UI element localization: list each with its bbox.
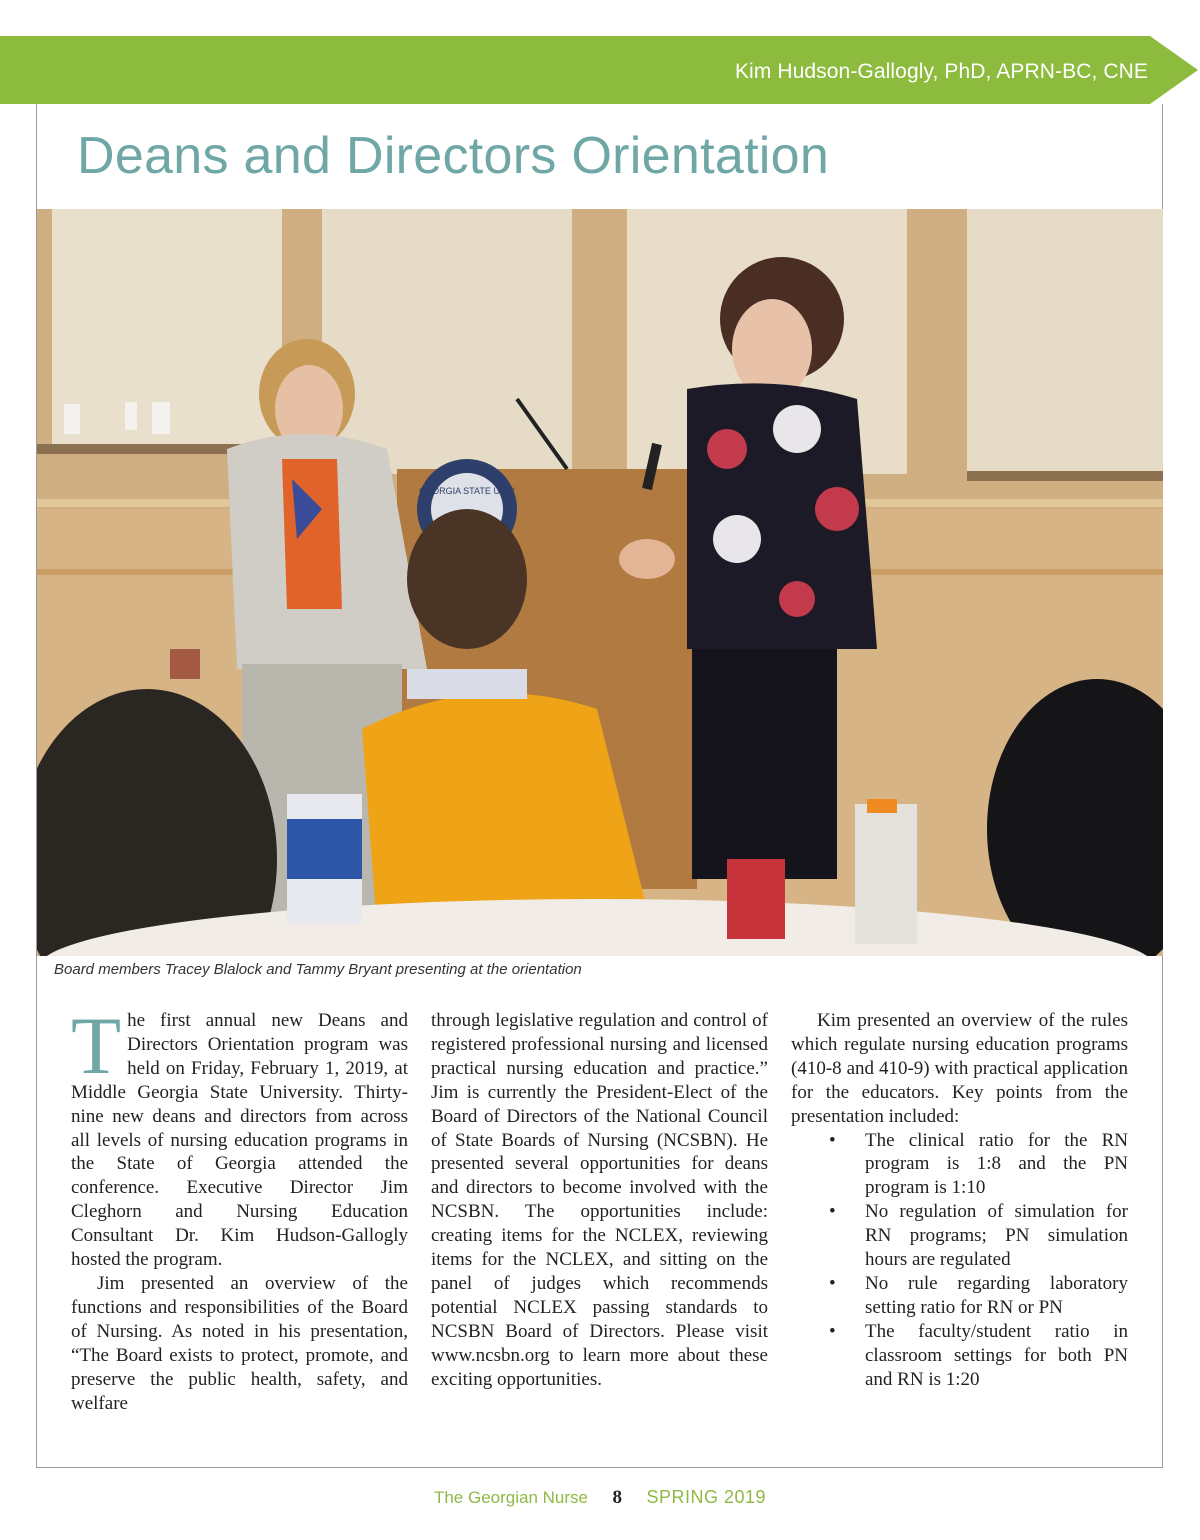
list-item: • No rule regarding laboratory setting ratio for RN or PN [829, 1272, 1128, 1318]
column-3 [791, 1009, 1128, 1392]
author-byline: Kim Hudson-Gallogly, PhD, APRN-BC, CNE [734, 60, 1148, 83]
article-title: Deans and Directors Orientation [77, 127, 830, 185]
key-points-list [791, 1129, 1128, 1392]
paragraph-2: Jim presented an overview of the functions and responsibilities of the Board of Nursing. As noted in his presentation, “The Board exists to protect, promote, and preserve the public health, safety, and welfare [71, 1272, 408, 1414]
paragraph-1 [71, 1000, 408, 1272]
article-photo [37, 209, 1163, 956]
publication-name: The Georgian Nurse [433, 1488, 588, 1507]
column-2 [431, 1009, 768, 1392]
drop-cap: T [71, 1000, 122, 1091]
paragraph-1-text: he first annual new Deans and Directors Orientation program was held on Friday, February 1, 2019, at Middle Georgia State University. Thirty-nine new deans and directors from across all levels of nursing education programs in the State of Georgia attended the conference. Executive Director Jim Cleghorn and Nursing Education Consultant Dr. Kim Hudson-Gallogly hosted the program. [71, 1010, 408, 1271]
podium-seal-text: GEORGIA STATE UNIV [419, 486, 515, 496]
bullet-icon: • [829, 1201, 836, 1223]
photo-caption: Board members Tracey Blalock and Tammy Bryant presenting at the orientation [54, 961, 582, 978]
list-item: • No regulation of simulation for RN programs; PN simulation hours are regulated [829, 1201, 1128, 1271]
bullet-icon: • [829, 1129, 836, 1151]
paragraph-3: through legislative regulation and control of registered professional nursing and licensed practical nursing education and practice.” Jim is currently the President-Elect of the Board of Directors of the National Council of State Boards of Nursing (NCSBN). He presented several opportunities for deans and directors to become involved with the NCSBN. The opportunities include: creating items for the NCLEX, reviewing items for the NCLEX, and sitting on the panel of judges which recommends potential NCLEX passing standards to NCSBN Board of Directors. Please visit www.ncsbn.org to learn more about these exciting opportunities. [431, 1010, 768, 1390]
page-number: 8 [612, 1487, 622, 1508]
bullet-icon: • [829, 1272, 836, 1294]
paragraph-4: Kim presented an overview of the rules which regulate nursing education programs (410-8 and 410-9) with practical application for the educators. Key points from the presentation included: [791, 1010, 1128, 1127]
issue-label: SPRING 2019 [646, 1487, 767, 1507]
header-banner [0, 36, 1200, 104]
list-item: • The clinical ratio for the RN program is 1:8 and the PN program is 1:10 [829, 1129, 1128, 1199]
bullet-icon: • [829, 1320, 836, 1342]
page-footer [0, 1487, 1200, 1509]
list-item: • The faculty/student ratio in classroom settings for both PN and RN is 1:20 [829, 1320, 1128, 1390]
column-1 [71, 1000, 408, 1415]
